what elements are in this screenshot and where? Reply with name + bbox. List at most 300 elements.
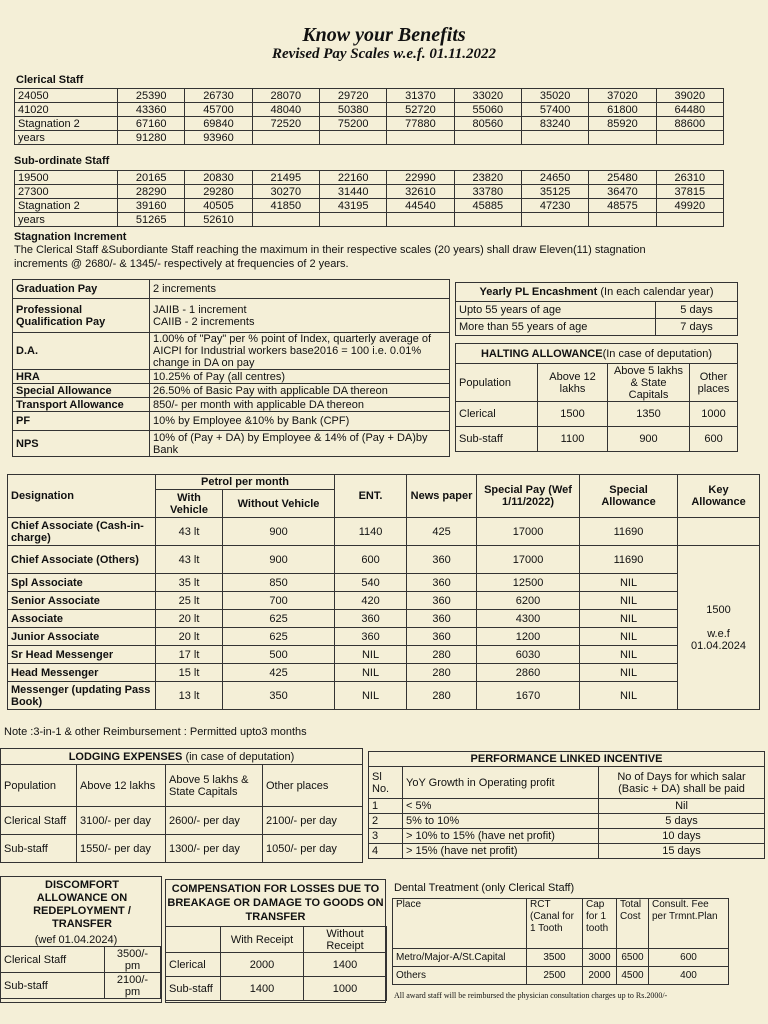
key-allowance-key_wef: w.e.f — [707, 627, 730, 640]
pay-scale-row — [15, 103, 724, 117]
designation-name: Senior Associate — [8, 592, 156, 610]
allowance-value: 2 increments — [150, 280, 450, 299]
pay-scale-cell: 93960 — [185, 131, 252, 145]
designation-value: 15 lt — [156, 664, 223, 682]
pli-cell: 4 — [369, 844, 403, 859]
designation-value: 11690 — [580, 546, 678, 574]
lodging-header: Population — [1, 765, 77, 807]
allowance-label: Special Allowance — [13, 384, 150, 398]
pay-scale-cell — [387, 213, 454, 227]
halting-row — [456, 402, 738, 427]
pay-scale-cell: years — [15, 213, 118, 227]
compensation-header: With Receipt — [221, 927, 304, 953]
key-allowance-value — [678, 546, 760, 710]
pay-scale-cell: Stagnation 2 — [15, 117, 118, 131]
pay-scale-cell: 52720 — [387, 103, 454, 117]
header-petrol: Petrol per month — [156, 475, 335, 490]
pli-header: No of Days for which salar (Basic + DA) shall be paid — [599, 767, 765, 799]
dental-cell: 3500 — [527, 949, 583, 967]
pli-cell: 5 days — [599, 814, 765, 829]
pay-scale-row — [15, 199, 724, 213]
designation-value: 700 — [223, 592, 335, 610]
pli-cell: > 15% (have net profit) — [403, 844, 599, 859]
pl-encashment-table — [455, 282, 738, 336]
pay-scale-cell: 41020 — [15, 103, 118, 117]
pay-scale-row — [15, 131, 724, 145]
pay-scale-cell: 20830 — [185, 171, 252, 185]
designation-value: 1670 — [477, 682, 580, 710]
pli-title: PERFORMANCE LINKED INCENTIVE — [369, 752, 765, 767]
pli-cell: 10 days — [599, 829, 765, 844]
pay-scale-cell: 52610 — [185, 213, 252, 227]
designation-allowance-table — [7, 474, 760, 710]
halting-cell: 1000 — [690, 402, 738, 427]
allowance-label: HRA — [13, 370, 150, 384]
designation-value: NIL — [335, 682, 407, 710]
allowance-row — [13, 370, 450, 384]
halting-cell: 1350 — [608, 402, 690, 427]
designation-value: 280 — [407, 646, 477, 664]
dental-title: Dental Treatment (only Clerical Staff) — [394, 882, 575, 894]
designation-name: Associate — [8, 610, 156, 628]
halting-allowance-title: HALTING ALLOWANCE(In case of deputation) — [456, 344, 738, 364]
compensation-header: Without Receipt — [304, 927, 387, 953]
designation-value: NIL — [580, 682, 678, 710]
pay-scale-cell: 35020 — [521, 89, 588, 103]
pay-scale-cell — [252, 131, 319, 145]
designation-value: 360 — [407, 592, 477, 610]
pay-scale-cell: 48040 — [252, 103, 319, 117]
clerical-pay-scale-table — [14, 88, 724, 145]
lodging-row — [1, 835, 363, 863]
pay-scale-cell: 22160 — [319, 171, 386, 185]
pay-scale-cell — [656, 213, 723, 227]
pay-scale-cell: 55060 — [454, 103, 521, 117]
pl-age: More than 55 years of age — [456, 319, 656, 336]
lodging-cell: 1300/- per day — [166, 835, 263, 863]
pl-days: 5 days — [656, 302, 738, 319]
pay-scale-cell: 48575 — [589, 199, 656, 213]
lodging-cell: Clerical Staff — [1, 807, 77, 835]
halting-cell: 1500 — [538, 402, 608, 427]
pay-scale-cell: Stagnation 2 — [15, 199, 118, 213]
discomfort-title: DISCOMFORT ALLOWANCE ON REDEPLOYMENT / TRANSFER — [33, 879, 131, 930]
compensation-row — [166, 953, 387, 977]
pli-cell: > 10% to 15% (have net profit) — [403, 829, 599, 844]
stagnation-text-1: The Clerical Staff &Subordiante Staff reaching the maximum in their respective scales (20 years) shall draw Eleven(11) stagnation — [14, 244, 646, 256]
designation-value: 13 lt — [156, 682, 223, 710]
pay-scale-cell: 35125 — [521, 185, 588, 199]
compensation-header — [166, 927, 221, 953]
designation-value: 900 — [223, 518, 335, 546]
pay-scale-cell: 39020 — [656, 89, 723, 103]
page-subtitle: Revised Pay Scales w.e.f. 01.11.2022 — [272, 46, 496, 62]
designation-name: Sr Head Messenger — [8, 646, 156, 664]
pay-scale-cell: 85920 — [589, 117, 656, 131]
designation-value: 6030 — [477, 646, 580, 664]
designation-value: 11690 — [580, 518, 678, 546]
pay-scale-cell — [589, 213, 656, 227]
pli-cell: Nil — [599, 799, 765, 814]
dental-header: Place — [393, 899, 527, 949]
pay-scale-cell — [656, 131, 723, 145]
pay-scale-cell: 25480 — [589, 171, 656, 185]
allowances-table — [12, 279, 450, 457]
discomfort-allowance-box — [0, 876, 162, 1003]
pay-scale-cell — [319, 131, 386, 145]
discomfort-amount: 3500/- pm — [105, 947, 161, 973]
designation-value: 17 lt — [156, 646, 223, 664]
designation-row — [8, 546, 760, 574]
pay-scale-row — [15, 171, 724, 185]
reimbursement-note: Note :3-in-1 & other Reimbursement : Permitted upto3 months — [4, 726, 307, 738]
lodging-row — [1, 807, 363, 835]
header-special-allowance: Special Allowance — [580, 475, 678, 518]
designation-value: 850 — [223, 574, 335, 592]
pay-scale-cell: 40505 — [185, 199, 252, 213]
pl-age: Upto 55 years of age — [456, 302, 656, 319]
allowance-label: D.A. — [13, 333, 150, 370]
dental-row — [393, 967, 729, 985]
pay-scale-cell — [521, 213, 588, 227]
designation-row — [8, 646, 760, 664]
pay-scale-cell: 77880 — [387, 117, 454, 131]
pay-scale-cell — [454, 131, 521, 145]
designation-value: 20 lt — [156, 610, 223, 628]
dental-cell: 4500 — [617, 967, 649, 985]
halting-cell: Sub-staff — [456, 427, 538, 452]
pay-scale-cell: 41850 — [252, 199, 319, 213]
compensation-cell: 2000 — [221, 953, 304, 977]
designation-name: Messenger (updating Pass Book) — [8, 682, 156, 710]
pay-scale-cell: 49920 — [656, 199, 723, 213]
designation-value: 20 lt — [156, 628, 223, 646]
pay-scale-cell — [454, 213, 521, 227]
pli-row — [369, 799, 765, 814]
header-special-pay: Special Pay (Wef 1/11/2022) — [477, 475, 580, 518]
halting-row — [456, 427, 738, 452]
allowance-row — [13, 412, 450, 431]
compensation-box — [165, 879, 386, 1003]
pay-scale-cell — [521, 131, 588, 145]
allowance-label: Transport Allowance — [13, 398, 150, 412]
pay-scale-cell: 57400 — [521, 103, 588, 117]
designation-value: 35 lt — [156, 574, 223, 592]
dental-table — [392, 898, 729, 985]
pl-encashment-title: Yearly PL Encashment (In each calendar year) — [456, 283, 738, 302]
halting-cell: 1100 — [538, 427, 608, 452]
pay-scale-cell: 32610 — [387, 185, 454, 199]
designation-value: 360 — [335, 610, 407, 628]
allowance-label: Professional Qualification Pay — [13, 299, 150, 333]
designation-name: Chief Associate (Others) — [8, 546, 156, 574]
pay-scale-cell: 44540 — [387, 199, 454, 213]
halting-allowance-table — [455, 343, 738, 452]
dental-header: Consult. Fee per Trmnt.Plan — [649, 899, 729, 949]
pay-scale-cell: 39160 — [118, 199, 185, 213]
pay-scale-cell: 33780 — [454, 185, 521, 199]
designation-row — [8, 592, 760, 610]
pay-scale-cell: 19500 — [15, 171, 118, 185]
pay-scale-cell: 43360 — [118, 103, 185, 117]
pay-scale-cell: 30270 — [252, 185, 319, 199]
designation-value: 360 — [407, 610, 477, 628]
designation-value: 17000 — [477, 546, 580, 574]
dental-header: Total Cost — [617, 899, 649, 949]
pli-cell: 5% to 10% — [403, 814, 599, 829]
pli-row — [369, 829, 765, 844]
halting-cell: 900 — [608, 427, 690, 452]
pay-scale-row — [15, 213, 724, 227]
pay-scale-cell: 51265 — [118, 213, 185, 227]
dental-cell: Others — [393, 967, 527, 985]
allowance-value: 10% by Employee &10% by Bank (CPF) — [150, 412, 450, 431]
pay-scale-cell: 43195 — [319, 199, 386, 213]
pay-scale-cell: 29280 — [185, 185, 252, 199]
allowance-label: Graduation Pay — [13, 280, 150, 299]
designation-value: 4300 — [477, 610, 580, 628]
pay-scale-cell: 80560 — [454, 117, 521, 131]
allowance-value: JAIIB - 1 increment CAIIB - 2 increments — [150, 299, 450, 333]
dental-header: Cap for 1 tooth — [583, 899, 617, 949]
dental-cell: Metro/Major-A/St.Capital — [393, 949, 527, 967]
header-without-vehicle: Without Vehicle — [223, 490, 335, 518]
allowance-value: 850/- per month with applicable DA thereon — [150, 398, 450, 412]
pl-row — [456, 302, 738, 319]
compensation-title: COMPENSATION FOR LOSSES DUE TO BREAKAGE OR DAMAGE TO GOODS ON TRANSFER — [167, 883, 384, 923]
key-allowance-empty — [678, 518, 760, 546]
designation-row — [8, 610, 760, 628]
pay-scale-cell: 72520 — [252, 117, 319, 131]
pay-scale-cell — [387, 131, 454, 145]
designation-value: 625 — [223, 610, 335, 628]
compensation-cell: 1000 — [304, 977, 387, 1001]
designation-value: 425 — [223, 664, 335, 682]
designation-value: 350 — [223, 682, 335, 710]
designation-row — [8, 574, 760, 592]
allowance-row — [13, 384, 450, 398]
pay-scale-cell: 27300 — [15, 185, 118, 199]
designation-value: 2860 — [477, 664, 580, 682]
designation-value: 1140 — [335, 518, 407, 546]
dental-cell: 6500 — [617, 949, 649, 967]
pay-scale-cell: 50380 — [319, 103, 386, 117]
allowance-row — [13, 333, 450, 370]
pli-cell: 3 — [369, 829, 403, 844]
designation-value: 900 — [223, 546, 335, 574]
discomfort-staff: Clerical Staff — [1, 947, 105, 973]
pay-scale-row — [15, 185, 724, 199]
lodging-cell: 2600/- per day — [166, 807, 263, 835]
compensation-cell: Sub-staff — [166, 977, 221, 1001]
pay-scale-cell: 75200 — [319, 117, 386, 131]
allowance-value: 10.25% of Pay (all centres) — [150, 370, 450, 384]
designation-value: 360 — [407, 574, 477, 592]
discomfort-wef: (wef 01.04.2024) — [34, 934, 118, 946]
designation-row — [8, 518, 760, 546]
pay-scale-cell: 67160 — [118, 117, 185, 131]
pay-scale-cell: 64480 — [656, 103, 723, 117]
designation-value: 360 — [407, 628, 477, 646]
pay-scale-cell — [589, 131, 656, 145]
halting-cell: 600 — [690, 427, 738, 452]
designation-row — [8, 682, 760, 710]
header-with-vehicle: With Vehicle — [156, 490, 223, 518]
dental-cell: 3000 — [583, 949, 617, 967]
discomfort-row — [1, 973, 161, 999]
lodging-header: Above 12 lakhs — [77, 765, 166, 807]
designation-name: Junior Associate — [8, 628, 156, 646]
designation-value: NIL — [580, 628, 678, 646]
key-allowance-key_date: 01.04.2024 — [690, 639, 747, 652]
designation-value: 625 — [223, 628, 335, 646]
designation-name: Spl Associate — [8, 574, 156, 592]
pay-scale-cell: 47230 — [521, 199, 588, 213]
dental-header: RCT (Canal for 1 Tooth — [527, 899, 583, 949]
lodging-title: LODGING EXPENSES (in case of deputation) — [1, 749, 363, 765]
lodging-cell: 1550/- per day — [77, 835, 166, 863]
discomfort-table — [0, 946, 161, 999]
designation-value: 1200 — [477, 628, 580, 646]
halting-cell: Clerical — [456, 402, 538, 427]
lodging-header: Other places — [263, 765, 363, 807]
allowance-row — [13, 299, 450, 333]
dental-row — [393, 949, 729, 967]
pay-scale-cell: 29720 — [319, 89, 386, 103]
dental-cell: 2000 — [583, 967, 617, 985]
compensation-cell: 1400 — [221, 977, 304, 1001]
allowance-label: PF — [13, 412, 150, 431]
pay-scale-cell: 21495 — [252, 171, 319, 185]
dental-footnote: All award staff will be reimbursed the physician consultation charges up to Rs.2000/- — [394, 991, 668, 1000]
pay-scale-cell: 36470 — [589, 185, 656, 199]
designation-value: NIL — [580, 664, 678, 682]
designation-value: 43 lt — [156, 546, 223, 574]
discomfort-staff: Sub-staff — [1, 973, 105, 999]
dental-cell: 2500 — [527, 967, 583, 985]
pay-scale-cell: 22990 — [387, 171, 454, 185]
designation-value: 280 — [407, 664, 477, 682]
pay-scale-row — [15, 117, 724, 131]
pay-scale-cell: 23820 — [454, 171, 521, 185]
dental-cell: 400 — [649, 967, 729, 985]
pay-scale-cell: 28070 — [252, 89, 319, 103]
halting-header: Other places — [690, 364, 738, 402]
designation-value: 540 — [335, 574, 407, 592]
compensation-cell: Clerical — [166, 953, 221, 977]
page-title: Know your Benefits — [302, 24, 466, 46]
halting-header: Above 5 lakhs & State Capitals — [608, 364, 690, 402]
pay-scale-cell: 25390 — [118, 89, 185, 103]
pli-row — [369, 814, 765, 829]
subordinate-pay-scale-table — [14, 170, 724, 227]
pay-scale-row — [15, 89, 724, 103]
allowance-row — [13, 431, 450, 457]
designation-row — [8, 628, 760, 646]
header-designation: Designation — [8, 475, 156, 518]
subordinate-staff-label: Sub-ordinate Staff — [14, 155, 110, 167]
stagnation-heading: Stagnation Increment — [14, 231, 127, 243]
compensation-table — [165, 926, 387, 1001]
lodging-cell: Sub-staff — [1, 835, 77, 863]
allowance-row — [13, 398, 450, 412]
designation-value: NIL — [335, 646, 407, 664]
pli-header: Sl No. — [369, 767, 403, 799]
designation-value: 360 — [335, 628, 407, 646]
allowance-label: NPS — [13, 431, 150, 457]
pl-days: 7 days — [656, 319, 738, 336]
designation-value: 425 — [407, 518, 477, 546]
designation-value: 280 — [407, 682, 477, 710]
pli-row — [369, 844, 765, 859]
dental-cell: 600 — [649, 949, 729, 967]
compensation-cell: 1400 — [304, 953, 387, 977]
pli-header: YoY Growth in Operating profit — [403, 767, 599, 799]
pay-scale-cell: 28290 — [118, 185, 185, 199]
designation-name: Head Messenger — [8, 664, 156, 682]
header-newspaper: News paper — [407, 475, 477, 518]
designation-name: Chief Associate (Cash-in-charge) — [8, 518, 156, 546]
stagnation-text-2: increments @ 2680/- & 1345/- respectively at frequencies of 2 years. — [14, 258, 349, 270]
designation-value: 17000 — [477, 518, 580, 546]
designation-value: NIL — [335, 664, 407, 682]
halting-header: Above 12 lakhs — [538, 364, 608, 402]
pli-cell: 15 days — [599, 844, 765, 859]
designation-value: 25 lt — [156, 592, 223, 610]
pay-scale-cell: 37020 — [589, 89, 656, 103]
designation-value: 43 lt — [156, 518, 223, 546]
pay-scale-cell: 24650 — [521, 171, 588, 185]
discomfort-row — [1, 947, 161, 973]
header-key-allowance: Key Allowance — [678, 475, 760, 518]
pli-cell: 1 — [369, 799, 403, 814]
header-ent: ENT. — [335, 475, 407, 518]
pay-scale-cell — [252, 213, 319, 227]
lodging-cell: 3100/- per day — [77, 807, 166, 835]
key-allowance-key_value: 1500 — [706, 603, 731, 616]
pli-cell: < 5% — [403, 799, 599, 814]
designation-value: NIL — [580, 592, 678, 610]
pay-scale-cell: 37815 — [656, 185, 723, 199]
pay-scale-cell: 45885 — [454, 199, 521, 213]
compensation-row — [166, 977, 387, 1001]
allowance-value: 26.50% of Basic Pay with applicable DA thereon — [150, 384, 450, 398]
pay-scale-cell: 69840 — [185, 117, 252, 131]
pay-scale-cell: 91280 — [118, 131, 185, 145]
pl-row — [456, 319, 738, 336]
designation-value: 6200 — [477, 592, 580, 610]
pay-scale-cell — [319, 213, 386, 227]
pay-scale-cell: 45700 — [185, 103, 252, 117]
pay-scale-cell: 26310 — [656, 171, 723, 185]
allowance-row — [13, 280, 450, 299]
designation-value: 420 — [335, 592, 407, 610]
designation-row — [8, 664, 760, 682]
pay-scale-cell: 26730 — [185, 89, 252, 103]
pay-scale-cell: 33020 — [454, 89, 521, 103]
pay-scale-cell: 31370 — [387, 89, 454, 103]
designation-value: NIL — [580, 574, 678, 592]
designation-value: 500 — [223, 646, 335, 664]
pay-scale-cell: 20165 — [118, 171, 185, 185]
designation-value: NIL — [580, 610, 678, 628]
allowance-value: 10% of (Pay + DA) by Employee & 14% of (Pay + DA)by Bank — [150, 431, 450, 457]
allowance-value: 1.00% of "Pay" per % point of Index, quarterly average of AICPI for Industrial workers base2016 = 100 i.e. 0.01% change in DA on pay — [150, 333, 450, 370]
performance-incentive-table — [368, 751, 765, 859]
designation-value: NIL — [580, 646, 678, 664]
discomfort-amount: 2100/- pm — [105, 973, 161, 999]
designation-value: 600 — [335, 546, 407, 574]
